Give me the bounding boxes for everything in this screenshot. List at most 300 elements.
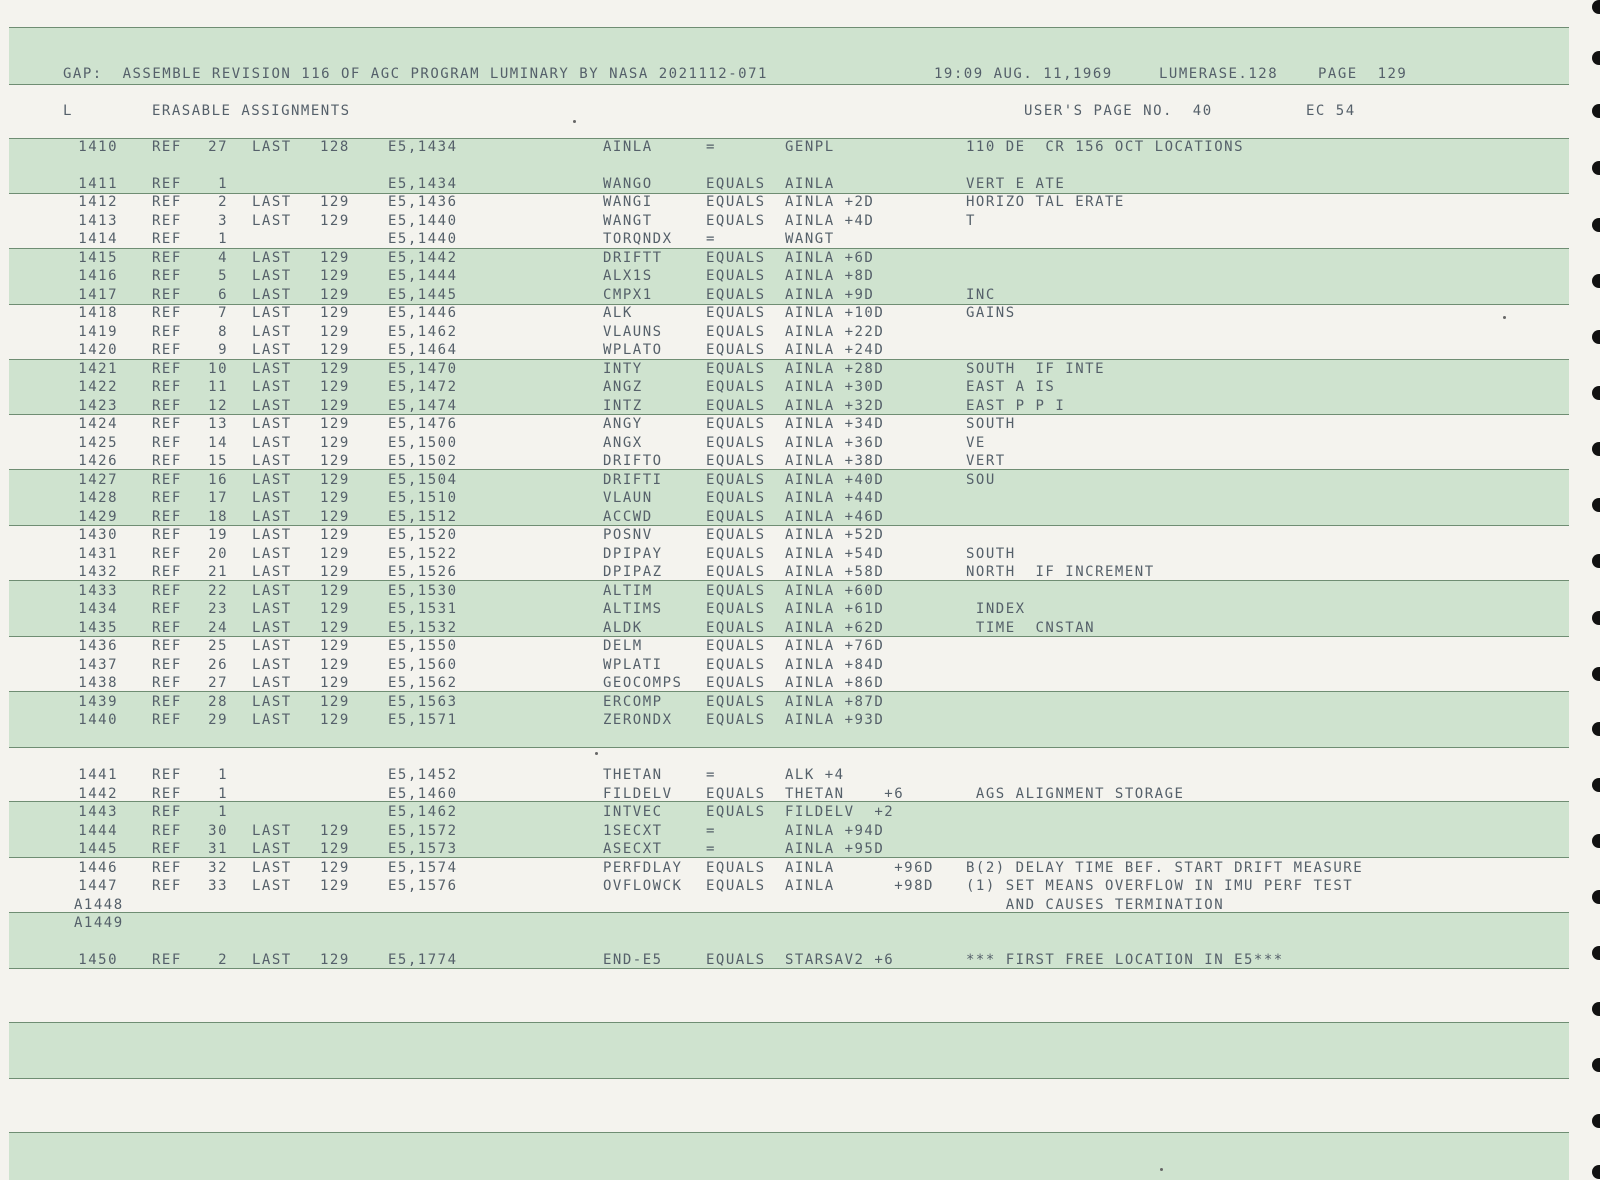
operator: EQUALS [706, 490, 766, 506]
address: E5,1774 [388, 951, 458, 968]
operand: AINLA [785, 175, 835, 192]
operand: THETAN +6 [785, 785, 905, 802]
comment: AND CAUSES TERMINATION [966, 896, 1225, 913]
line-number: 1440 [78, 712, 118, 728]
line-number: 1422 [78, 379, 118, 395]
operator: EQUALS [706, 397, 766, 414]
address: E5,1444 [388, 268, 458, 284]
ref-label: REF [152, 249, 182, 266]
listing-row [0, 637, 1560, 656]
listing-row [0, 175, 1560, 194]
comment: AGS ALIGNMENT STORAGE [966, 785, 1185, 802]
line-number: A1448 [74, 896, 124, 913]
last-label: LAST [252, 305, 292, 321]
ref-label: REF [152, 804, 182, 820]
address: E5,1532 [388, 619, 458, 636]
comment: HORIZO TAL ERATE [966, 194, 1125, 210]
operand: AINLA +32D [785, 397, 885, 414]
last-label: LAST [252, 545, 292, 562]
ref-label: REF [152, 194, 182, 210]
last-page: 129 [320, 342, 350, 358]
operand: AINLA +34D [785, 416, 885, 432]
comment: *** FIRST FREE LOCATION IN E5*** [966, 951, 1284, 968]
line-number: 1442 [78, 785, 118, 802]
last-page: 129 [320, 638, 350, 654]
operator: EQUALS [706, 638, 766, 654]
last-label: LAST [252, 951, 292, 968]
symbol: THETAN [603, 767, 663, 783]
line-number: 1415 [78, 249, 118, 266]
operator: EQUALS [706, 545, 766, 562]
address: E5,1576 [388, 878, 458, 894]
operand: GENPL [785, 139, 835, 155]
ref-label: REF [152, 619, 182, 636]
symbol: WANGT [603, 212, 653, 229]
listing-row [0, 378, 1560, 397]
listing-row [0, 212, 1560, 231]
listing-row [0, 693, 1560, 712]
ref-label: REF [152, 693, 182, 710]
address: E5,1440 [388, 231, 458, 247]
operator: = [706, 841, 716, 857]
last-page: 129 [320, 878, 350, 894]
symbol: GEOCOMPS [603, 675, 683, 691]
listing-row [0, 508, 1560, 527]
ref-count: 12 [208, 397, 228, 414]
listing-row [0, 803, 1560, 822]
print-speck [1160, 1168, 1163, 1171]
subheader-marker: L [63, 103, 73, 119]
listing-row [0, 230, 1560, 249]
address: E5,1502 [388, 453, 458, 469]
last-page: 129 [320, 693, 350, 710]
last-page: 129 [320, 286, 350, 303]
ref-count: 1 [218, 785, 228, 802]
line-number: 1436 [78, 638, 118, 654]
operand: AINLA +76D [785, 638, 885, 654]
print-speck [573, 120, 576, 123]
ref-label: REF [152, 490, 182, 506]
line-number: 1443 [78, 804, 118, 820]
ref-label: REF [152, 527, 182, 543]
operand: AINLA +94D [785, 822, 885, 839]
last-page: 129 [320, 268, 350, 284]
ref-count: 30 [208, 822, 228, 839]
operand: AINLA +4D [785, 212, 875, 229]
comment: INDEX [966, 601, 1026, 617]
last-label: LAST [252, 379, 292, 395]
line-number: 1412 [78, 194, 118, 210]
ref-count: 7 [218, 305, 228, 321]
operand: AINLA +52D [785, 527, 885, 543]
listing-row [0, 526, 1560, 545]
last-page: 129 [320, 619, 350, 636]
symbol: OVFLOWCK [603, 878, 683, 894]
operator: = [706, 139, 716, 155]
ref-count: 6 [218, 286, 228, 303]
symbol: ALK [603, 305, 633, 321]
operator: EQUALS [706, 564, 766, 580]
symbol: ERCOMP [603, 693, 663, 710]
listing-row [0, 822, 1560, 841]
line-number: 1432 [78, 564, 118, 580]
line-number: 1439 [78, 693, 118, 710]
ref-count: 2 [218, 194, 228, 210]
address: E5,1504 [388, 471, 458, 488]
operator: EQUALS [706, 249, 766, 266]
address: E5,1452 [388, 767, 458, 783]
address: E5,1470 [388, 360, 458, 377]
last-page: 129 [320, 545, 350, 562]
ref-label: REF [152, 841, 182, 857]
symbol: WPLATO [603, 342, 663, 358]
listing-row [0, 286, 1560, 305]
address: E5,1531 [388, 601, 458, 617]
ref-label: REF [152, 767, 182, 783]
symbol: DPIPAZ [603, 564, 663, 580]
last-label: LAST [252, 360, 292, 377]
symbol: ALDK [603, 619, 643, 636]
line-number: 1416 [78, 268, 118, 284]
last-page: 129 [320, 527, 350, 543]
operator: EQUALS [706, 323, 766, 340]
last-page: 129 [320, 859, 350, 876]
line-number: 1410 [78, 139, 118, 155]
ref-count: 5 [218, 268, 228, 284]
address: E5,1476 [388, 416, 458, 432]
line-number: 1450 [78, 951, 118, 968]
ref-count: 1 [218, 767, 228, 783]
ref-label: REF [152, 453, 182, 469]
last-label: LAST [252, 859, 292, 876]
ref-count: 31 [208, 841, 228, 857]
ref-label: REF [152, 360, 182, 377]
paper-band [9, 1022, 1569, 1079]
ref-label: REF [152, 822, 182, 839]
ref-label: REF [152, 638, 182, 654]
ref-count: 15 [208, 453, 228, 469]
ref-label: REF [152, 712, 182, 728]
address: E5,1526 [388, 564, 458, 580]
last-page: 129 [320, 360, 350, 377]
comment: SOU [966, 471, 996, 488]
operator: EQUALS [706, 508, 766, 525]
line-number: 1441 [78, 767, 118, 783]
ref-count: 24 [208, 619, 228, 636]
ref-count: 28 [208, 693, 228, 710]
operator: EQUALS [706, 878, 766, 894]
line-number: 1418 [78, 305, 118, 321]
last-label: LAST [252, 434, 292, 451]
operand: AINLA +84D [785, 656, 885, 673]
line-number: 1424 [78, 416, 118, 432]
last-label: LAST [252, 212, 292, 229]
last-page: 129 [320, 212, 350, 229]
last-page: 129 [320, 434, 350, 451]
line-number: 1421 [78, 360, 118, 377]
last-label: LAST [252, 601, 292, 617]
last-label: LAST [252, 342, 292, 358]
address: E5,1446 [388, 305, 458, 321]
last-label: LAST [252, 822, 292, 839]
listing-row [0, 859, 1560, 878]
comment: VE [966, 434, 986, 451]
ref-label: REF [152, 434, 182, 451]
last-page: 129 [320, 508, 350, 525]
last-label: LAST [252, 397, 292, 414]
symbol: END-E5 [603, 951, 663, 968]
operand: FILDELV +2 [785, 804, 895, 820]
address: E5,1434 [388, 139, 458, 155]
operator: EQUALS [706, 453, 766, 469]
operator: EQUALS [706, 675, 766, 691]
operator: EQUALS [706, 785, 766, 802]
operator: EQUALS [706, 194, 766, 210]
last-label: LAST [252, 638, 292, 654]
last-label: LAST [252, 508, 292, 525]
last-label: LAST [252, 675, 292, 691]
operand: AINLA +9D [785, 286, 875, 303]
last-label: LAST [252, 841, 292, 857]
address: E5,1500 [388, 434, 458, 451]
last-page: 129 [320, 564, 350, 580]
address: E5,1445 [388, 286, 458, 303]
symbol: ANGY [603, 416, 643, 432]
operand: WANGT [785, 231, 835, 247]
listing-row [0, 267, 1560, 286]
symbol: WANGI [603, 194, 653, 210]
listing-row [0, 619, 1560, 638]
ref-label: REF [152, 175, 182, 192]
operand: AINLA +38D [785, 453, 885, 469]
listing-row [0, 656, 1560, 675]
line-number: 1446 [78, 859, 118, 876]
ref-label: REF [152, 656, 182, 673]
address: E5,1574 [388, 859, 458, 876]
line-number: 1423 [78, 397, 118, 414]
operator: EQUALS [706, 175, 766, 192]
operand: AINLA +24D [785, 342, 885, 358]
last-label: LAST [252, 194, 292, 210]
last-page: 129 [320, 822, 350, 839]
operand: AINLA +40D [785, 471, 885, 488]
symbol: PERFDLAY [603, 859, 683, 876]
operand: AINLA +30D [785, 379, 885, 395]
last-page: 129 [320, 379, 350, 395]
listing-row [0, 582, 1560, 601]
last-page: 129 [320, 951, 350, 968]
last-page: 129 [320, 249, 350, 266]
symbol: 1SECXT [603, 822, 663, 839]
listing-row [0, 674, 1560, 693]
operator: EQUALS [706, 342, 766, 358]
ref-count: 17 [208, 490, 228, 506]
ref-label: REF [152, 675, 182, 691]
last-page: 129 [320, 656, 350, 673]
listing-row [0, 434, 1560, 453]
comment: GAINS [966, 305, 1016, 321]
comment: B(2) DELAY TIME BEF. START DRIFT MEASURE [966, 859, 1364, 876]
operator: EQUALS [706, 268, 766, 284]
listing-row [0, 360, 1560, 379]
operand: AINLA +8D [785, 268, 875, 284]
ref-label: REF [152, 471, 182, 488]
operator: EQUALS [706, 712, 766, 728]
ref-count: 22 [208, 582, 228, 599]
last-label: LAST [252, 139, 292, 155]
ref-count: 29 [208, 712, 228, 728]
listing-row [0, 397, 1560, 416]
line-number: 1431 [78, 545, 118, 562]
operator: EQUALS [706, 212, 766, 229]
last-label: LAST [252, 693, 292, 710]
listing-row [0, 785, 1560, 804]
last-page: 129 [320, 841, 350, 857]
address: E5,1442 [388, 249, 458, 266]
operand: AINLA +60D [785, 582, 885, 599]
address: E5,1460 [388, 785, 458, 802]
line-number: 1445 [78, 841, 118, 857]
line-number: 1430 [78, 527, 118, 543]
ref-label: REF [152, 859, 182, 876]
line-number: 1427 [78, 471, 118, 488]
address: E5,1520 [388, 527, 458, 543]
ref-count: 8 [218, 323, 228, 340]
ref-count: 23 [208, 601, 228, 617]
listing-row [0, 914, 1560, 933]
line-number: 1426 [78, 453, 118, 469]
ref-count: 1 [218, 231, 228, 247]
last-label: LAST [252, 582, 292, 599]
listing-row [0, 489, 1560, 508]
last-label: LAST [252, 619, 292, 636]
ref-count: 20 [208, 545, 228, 562]
last-page: 129 [320, 194, 350, 210]
symbol: VLAUN [603, 490, 653, 506]
last-page: 129 [320, 675, 350, 691]
ref-count: 27 [208, 675, 228, 691]
comment: INC [966, 286, 996, 303]
address: E5,1474 [388, 397, 458, 414]
ref-count: 18 [208, 508, 228, 525]
ref-label: REF [152, 323, 182, 340]
ref-label: REF [152, 785, 182, 802]
last-label: LAST [252, 471, 292, 488]
ref-count: 2 [218, 951, 228, 968]
symbol: ALTIMS [603, 601, 663, 617]
listing-row [0, 471, 1560, 490]
operator: EQUALS [706, 305, 766, 321]
ref-count: 26 [208, 656, 228, 673]
line-number: 1414 [78, 231, 118, 247]
operand: AINLA +54D [785, 545, 885, 562]
ref-label: REF [152, 305, 182, 321]
operand: AINLA +22D [785, 323, 885, 340]
operator: EQUALS [706, 434, 766, 451]
last-label: LAST [252, 416, 292, 432]
comment: EAST A IS [966, 379, 1056, 395]
comment: TIME CNSTAN [966, 619, 1096, 636]
operand: AINLA +44D [785, 490, 885, 506]
header-page: PAGE 129 [1318, 66, 1408, 82]
listing-row [0, 138, 1560, 157]
ref-count: 11 [208, 379, 228, 395]
operator: EQUALS [706, 582, 766, 599]
symbol: DRIFTT [603, 249, 663, 266]
last-page: 129 [320, 305, 350, 321]
line-number: 1438 [78, 675, 118, 691]
address: E5,1440 [388, 212, 458, 229]
operator: EQUALS [706, 360, 766, 377]
ref-count: 16 [208, 471, 228, 488]
operand: AINLA +58D [785, 564, 885, 580]
ref-label: REF [152, 508, 182, 525]
ref-count: 9 [218, 342, 228, 358]
comment: 110 DE CR 156 OCT LOCATIONS [966, 139, 1245, 155]
line-number: 1420 [78, 342, 118, 358]
listing-row [0, 711, 1560, 730]
ref-label: REF [152, 397, 182, 414]
listing-row [0, 766, 1560, 785]
ref-label: REF [152, 545, 182, 562]
subheader-section: ERASABLE ASSIGNMENTS [152, 103, 351, 119]
last-label: LAST [252, 490, 292, 506]
last-page: 129 [320, 323, 350, 340]
last-label: LAST [252, 453, 292, 469]
listing-row [0, 415, 1560, 434]
symbol: WANGO [603, 175, 653, 192]
symbol: DELM [603, 638, 643, 654]
paper-band [9, 1132, 1569, 1180]
last-page: 129 [320, 490, 350, 506]
symbol: ANGX [603, 434, 643, 451]
last-label: LAST [252, 527, 292, 543]
ref-count: 14 [208, 434, 228, 451]
symbol: POSNV [603, 527, 653, 543]
operand: AINLA +46D [785, 508, 885, 525]
line-number: 1425 [78, 434, 118, 451]
symbol: DRIFTI [603, 471, 663, 488]
operand: AINLA +95D [785, 841, 885, 857]
ref-count: 3 [218, 212, 228, 229]
last-page: 129 [320, 416, 350, 432]
line-number: 1447 [78, 878, 118, 894]
ref-count: 32 [208, 859, 228, 876]
address: E5,1562 [388, 675, 458, 691]
listing-row [0, 545, 1560, 564]
symbol: WPLATI [603, 656, 663, 673]
comment: VERT E ATE [966, 175, 1066, 192]
address: E5,1522 [388, 545, 458, 562]
operand: ALK +4 [785, 767, 845, 783]
address: E5,1571 [388, 712, 458, 728]
symbol: VLAUNS [603, 323, 663, 340]
line-number: A1449 [74, 915, 124, 931]
last-page: 129 [320, 582, 350, 599]
listing-row [0, 840, 1560, 859]
symbol: DRIFTO [603, 453, 663, 469]
operand: AINLA +6D [785, 249, 875, 266]
address: E5,1530 [388, 582, 458, 599]
symbol: CMPX1 [603, 286, 653, 303]
symbol: AINLA [603, 139, 653, 155]
last-label: LAST [252, 268, 292, 284]
line-number: 1444 [78, 822, 118, 839]
symbol: ZERONDX [603, 712, 673, 728]
address: E5,1512 [388, 508, 458, 525]
listing-row [0, 249, 1560, 268]
listing-row [0, 877, 1560, 896]
